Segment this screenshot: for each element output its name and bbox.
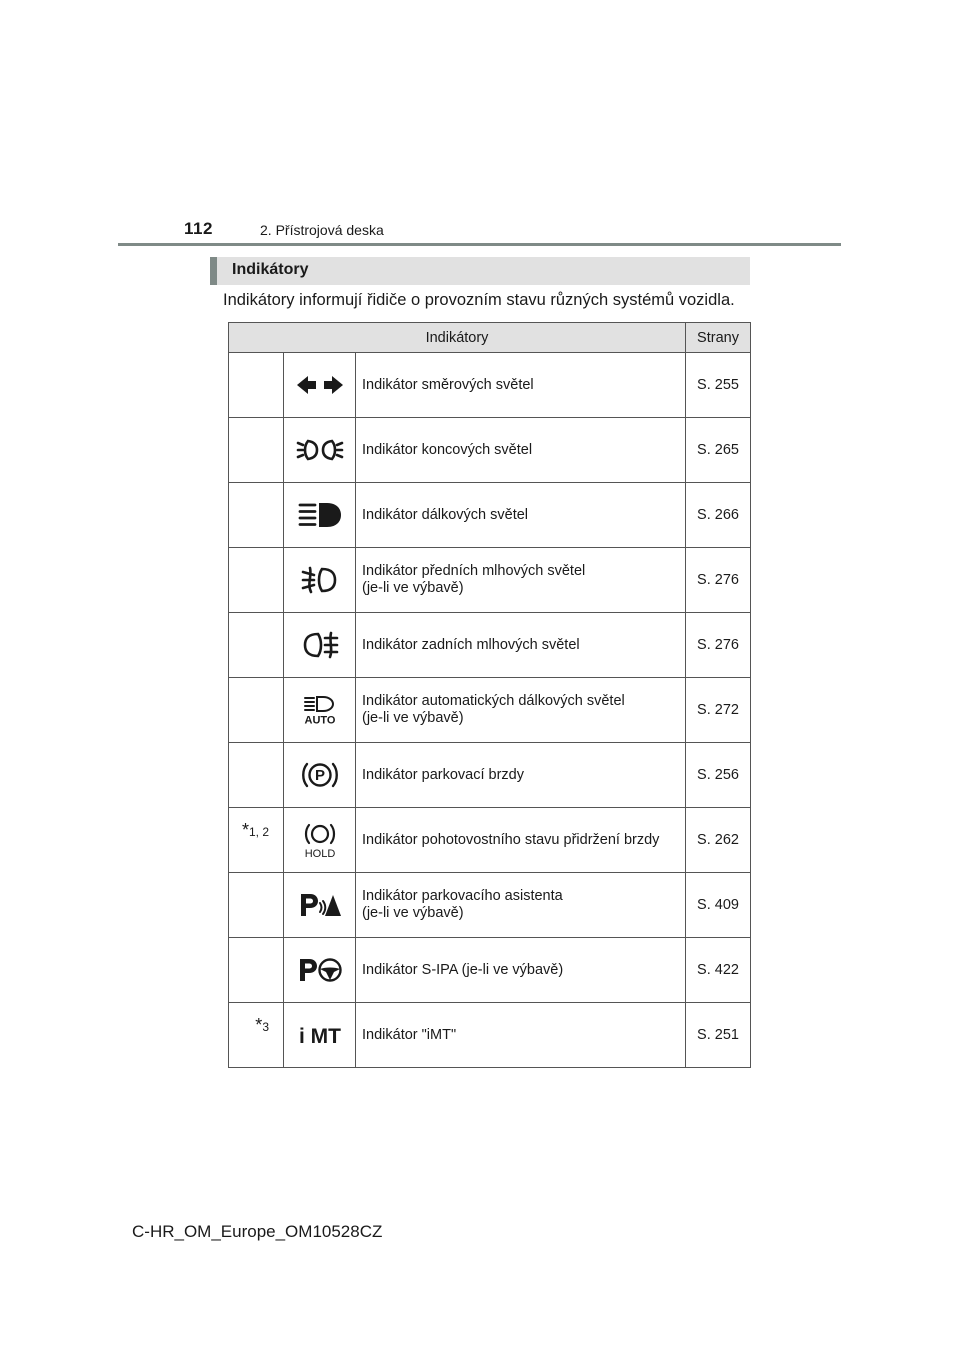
indicator-name: Indikátor S-IPA (je-li ve výbavě) <box>362 961 564 978</box>
indicator-name: Indikátor automatických dálkových světel <box>362 693 625 709</box>
note-cell <box>229 938 284 1003</box>
note-cell <box>229 613 284 678</box>
indicator-name: Indikátor směrových světel <box>362 376 534 393</box>
column-header-indicators: Indikátory <box>229 323 686 353</box>
indicator-name: Indikátor zadních mlhových světel <box>362 636 580 653</box>
indicator-name: Indikátor parkovacího asistenta <box>362 888 563 904</box>
table-row <box>229 418 751 483</box>
table-row <box>229 743 751 808</box>
note-cell <box>229 483 284 548</box>
note-cell <box>229 353 284 418</box>
table-row <box>229 938 751 1003</box>
chapter-title: 2. Přístrojová deska <box>260 222 384 238</box>
page-reference: S. 262 <box>686 808 751 873</box>
table-row <box>229 548 751 613</box>
imt-icon <box>295 1022 345 1048</box>
note-cell <box>229 873 284 938</box>
svg-text:AUTO: AUTO <box>304 714 335 725</box>
footnote-ref: 3 <box>262 1020 269 1034</box>
column-header-pages: Strany <box>686 323 751 353</box>
section-title: Indikátory <box>232 261 309 278</box>
page-reference: S. 251 <box>686 1003 751 1068</box>
rear-fog-icon <box>300 631 340 659</box>
table-header-row <box>229 323 751 353</box>
document-code: C-HR_OM_Europe_OM10528CZ <box>132 1222 383 1241</box>
indicator-name: Indikátor předních mlhových světel <box>362 563 586 579</box>
svg-text:HOLD: HOLD <box>304 848 335 859</box>
table-row <box>229 1003 751 1068</box>
section-heading-bar <box>210 257 750 285</box>
table-row <box>229 353 751 418</box>
indicator-name: Indikátor pohotovostního stavu přidržení brzdy <box>362 831 660 848</box>
page-reference: S. 409 <box>686 873 751 938</box>
parking-brake-icon <box>300 759 340 791</box>
page-reference: S. 255 <box>686 353 751 418</box>
table-row <box>229 483 751 548</box>
indicators-table <box>228 322 751 1068</box>
indicator-name: Indikátor dálkových světel <box>362 506 529 523</box>
note-cell <box>229 548 284 613</box>
note-cell <box>229 678 284 743</box>
footnote-asterisk: * <box>241 820 249 840</box>
table-row <box>229 613 751 678</box>
parking-assist-icon <box>297 891 343 919</box>
table-row <box>229 678 751 743</box>
page-number: 112 <box>184 219 213 238</box>
table-row <box>229 873 751 938</box>
footnote-asterisk: * <box>255 1015 263 1035</box>
svg-text:i MT: i MT <box>298 1025 341 1048</box>
note-cell <box>229 418 284 483</box>
indicator-name: Indikátor "iMT" <box>362 1026 457 1043</box>
auto-high-beam-icon <box>300 695 340 725</box>
page-reference: S. 265 <box>686 418 751 483</box>
indicator-note: (je-li ve výbavě) <box>362 580 464 596</box>
tail-light-icon <box>295 437 345 463</box>
footnote-ref: 1, 2 <box>248 825 269 839</box>
header-rule <box>118 243 841 246</box>
front-fog-icon <box>300 566 340 594</box>
note-cell <box>229 1003 284 1068</box>
page-reference: S. 276 <box>686 548 751 613</box>
brake-hold-icon <box>300 821 340 859</box>
note-cell <box>229 808 284 873</box>
indicator-note: (je-li ve výbavě) <box>362 905 464 921</box>
indicator-note: (je-li ve výbavě) <box>362 710 464 726</box>
indicator-name: Indikátor parkovací brzdy <box>362 766 524 783</box>
intro-paragraph: Indikátory informují řidiče o provozním stavu různých systémů vozidla. <box>223 291 735 309</box>
page-reference: S. 266 <box>686 483 751 548</box>
note-cell <box>229 743 284 808</box>
high-beam-icon <box>297 501 343 529</box>
table-row <box>229 808 751 873</box>
s-ipa-icon <box>297 956 343 984</box>
page-reference: S. 256 <box>686 743 751 808</box>
page-reference: S. 276 <box>686 613 751 678</box>
indicator-name: Indikátor koncových světel <box>362 441 533 458</box>
svg-text:P: P <box>314 767 325 784</box>
turn-signal-icon <box>295 373 345 397</box>
page-reference: S. 272 <box>686 678 751 743</box>
page-reference: S. 422 <box>686 938 751 1003</box>
